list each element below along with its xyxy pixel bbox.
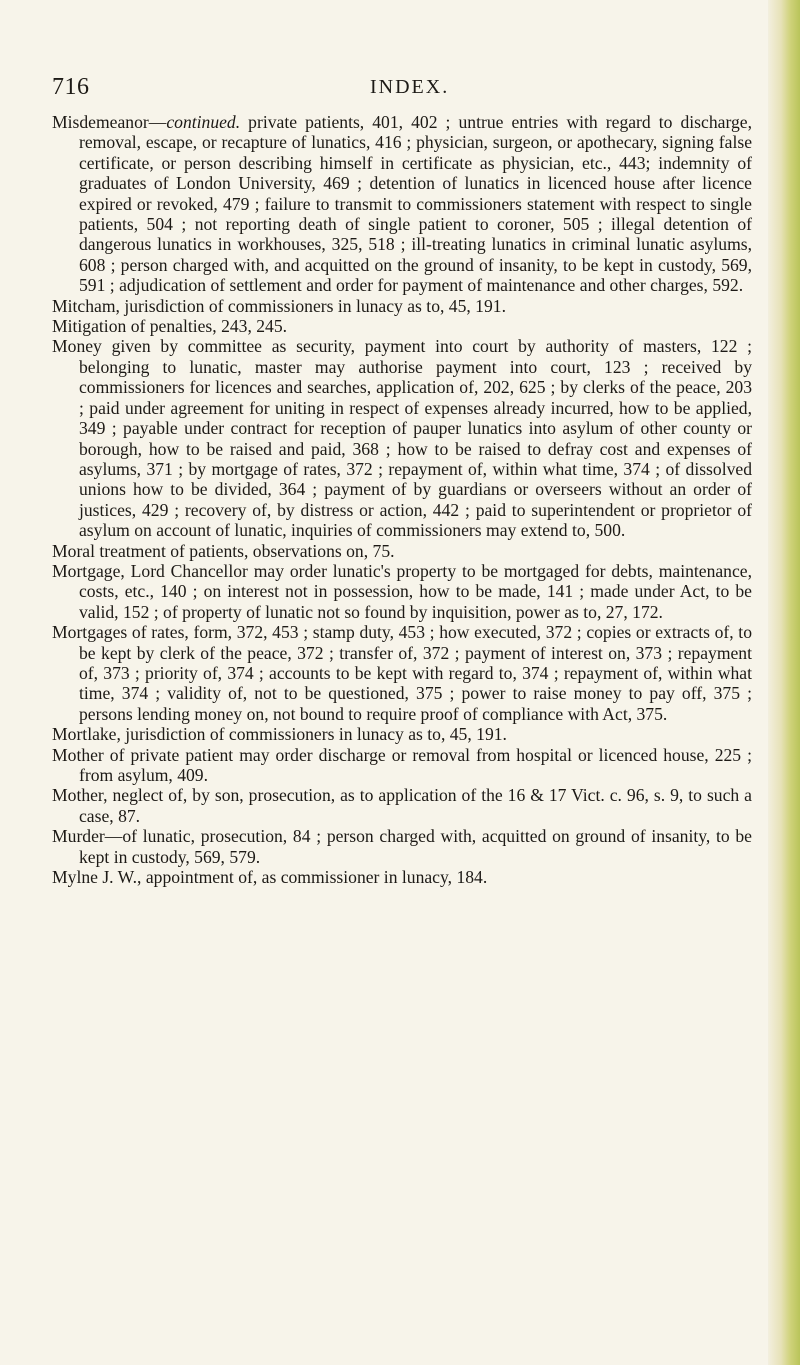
index-entry-mortgage [52,561,752,622]
entry-text: Lord Chancellor may order lunatic's property to be mortgaged for debts, maintenance, costs, etc., 140 ; on interest not in possession, how to be made, 141 ; made under Act, to be valid, 152 ; of property of lunatic not so found by inquisition, power as to, 27, 172. [79,560,752,622]
entry-text: jurisdiction of commissioners in lunacy as to, 45, 191. [119,295,506,316]
entry-term: Mortgages [52,622,128,643]
index-entry-mylne [52,867,752,887]
entry-term: Mylne [52,867,98,888]
index-entry-murder [52,826,752,867]
entry-continued: continued. [166,112,241,132]
entry-text: of rates, form, 372, 453 ; stamp duty, 453 ; how executed, 372 ; copies or extracts of, to be kept by clerk of the peace, 372 ; transfer of, 372 ; payment of interest on, 373 ; repayment of, 373 ; priority of, 374 ; accounts to be kept with regard to, 374 ; repayment of, within what time, 374 ; validity of, not to be questioned, 375 ; power to raise money to pay off, 375 ; persons lending money on, not bound to require proof of compliance with Act, 375. [79,622,752,724]
index-entry-mitcham [52,296,752,316]
entry-text: of lunatic, prosecution, 84 ; person charged with, acquitted on ground of insanity, to be kept in custody, 569, 579. [79,826,752,867]
page-header [52,74,742,104]
entry-term: Murder— [52,826,123,847]
entry-term: Money [52,336,102,357]
index-entry-mother-neglect [52,785,752,826]
entry-term: Mitcham, [52,295,120,316]
entry-term: Moral [52,540,95,561]
entry-term: Mother, [52,785,108,806]
entry-text: neglect of, by son, prosecution, as to application of the 16 & 17 Vict. c. 96, s. 9, to such a case, 87. [79,785,752,826]
index-entry-mortlake [52,724,752,744]
entry-text: of penalties, 243, 245. [126,316,288,337]
entry-term: Misdemeanor— [52,112,167,132]
entry-term: Mother [52,744,104,765]
page-edge [768,0,800,1365]
entry-term: Mitigation [52,316,127,337]
index-entry-moral [52,541,752,561]
index-entries [52,112,752,887]
entry-term: Mortgage, [52,560,125,581]
index-entry-mitigation [52,316,752,336]
entry-text: of private patient may order discharge or removal from hospital or licenced house, 225 ; from asylum, 409. [79,744,752,785]
index-entry-mother-private [52,745,752,786]
page-number: 716 [52,74,90,100]
index-entry-money [52,336,752,540]
index-entry-mortgages [52,622,752,724]
entry-text: J. W., appointment of, as commissioner in lunacy, 184. [97,867,488,888]
running-title: INDEX. [370,76,450,98]
entry-term: Mortlake, [52,724,121,745]
index-entry-misdemeanor [52,112,752,296]
entry-text: private patients, 401, 402 ; untrue entries with regard to discharge, removal, escape, or recapture of lunatics, 416 ; physician, surgeon, or apothecary, signing false certificate, or person describing himself in certificate as physician, etc., 443; indemnity of graduates of London University, 469 ; detention of lunatics in licenced house after licence expired or revoked, 479 ; failure to transmit to commissioners statement with respect to single patients, 504 ; not reporting death of single patient to coroner, 505 ; illegal detention of dangerous lunatics in workhouses, 325, 518 ; ill-treating lunatics in criminal lunatic asylums, 608 ; person charged with, and acquitted on the ground of insanity, to be kept in custody, 569, 591 ; adjudication of settlement and order for payment of maintenance and other charges, 592. [79,112,752,296]
entry-text: given by committee as security, payment into court by authority of masters, 122 ; belonging to lunatic, master may authorise payment into court, 123 ; received by commissioners for licences and searches, application of, 202, 625 ; by clerks of the peace, 203 ; paid under agreement for uniting in respect of expenses already incurred, how to be applied, 349 ; payable under contract for reception of pauper lunatics into asylum of other county or borough, how to be raised and paid, 368 ; how to be raised to defray cost and expenses of asylums, 371 ; by mortgage of rates, 372 ; repayment of, within what time, 374 ; of dissolved unions how to be divided, 364 ; payment of by guardians or overseers without an order of justices, 429 ; recovery of, by distress or action, 442 ; paid to superintendent or proprietor of asylum on account of lunatic, inquiries of commissioners may extend to, 500. [79,336,752,541]
entry-text: treatment of patients, observations on, 75. [95,540,395,561]
entry-text: jurisdiction of commissioners in lunacy as to, 45, 191. [120,724,507,745]
